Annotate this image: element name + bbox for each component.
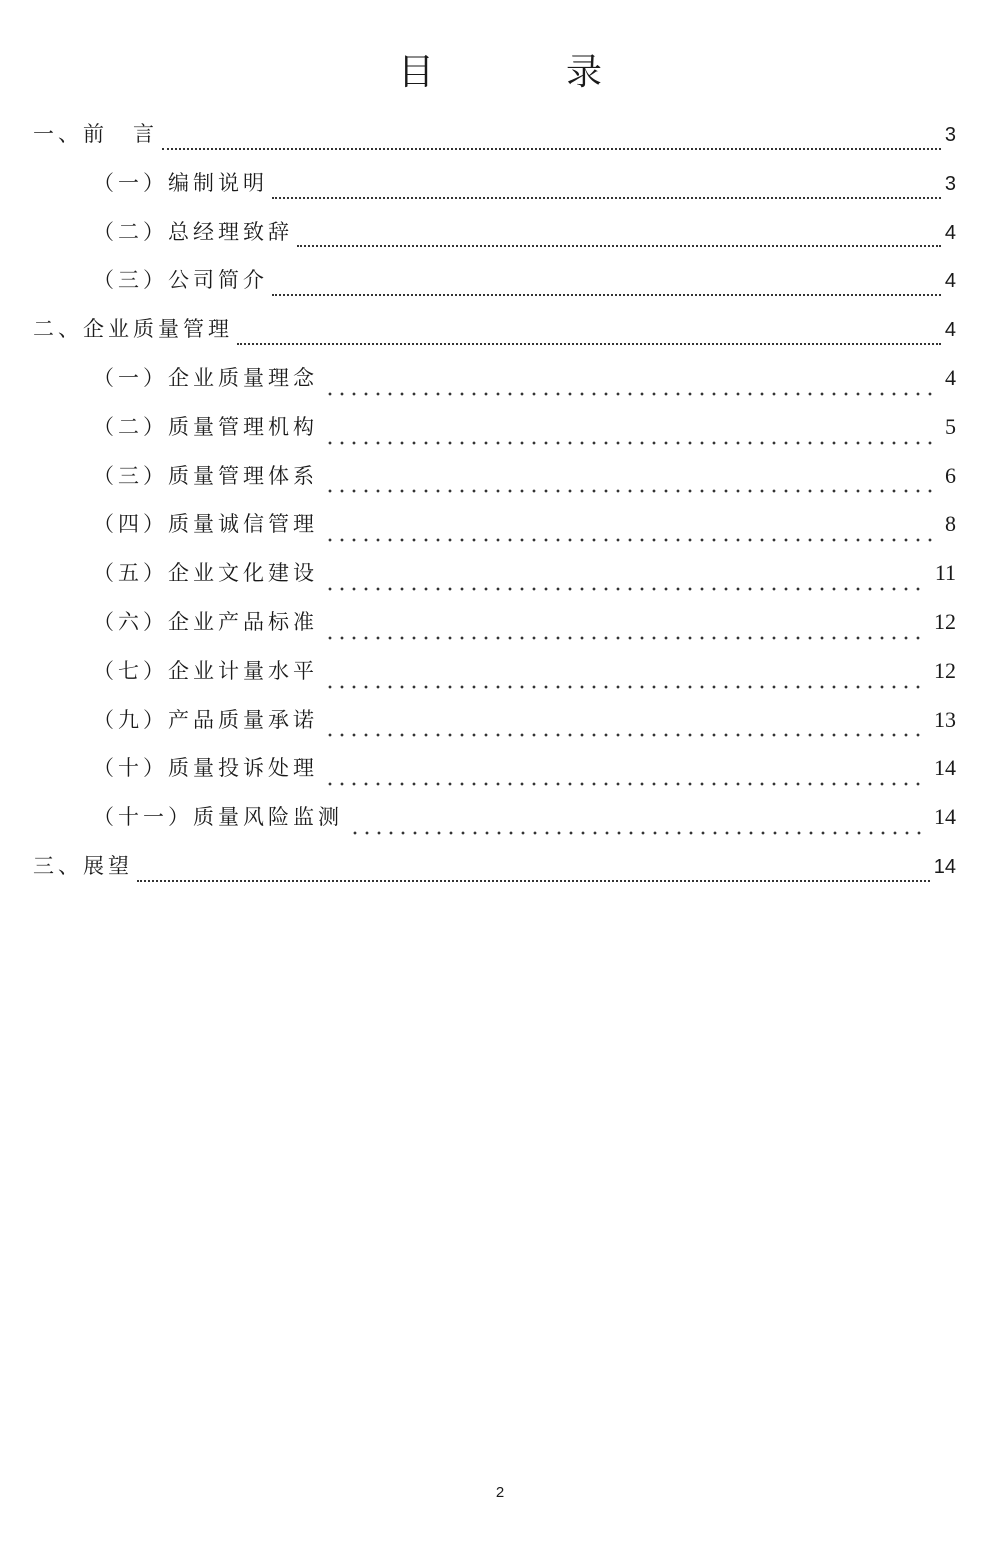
toc-entry-label: （一）编制说明 bbox=[93, 170, 268, 195]
toc-entry-page: 13 bbox=[934, 706, 956, 732]
dot-leader bbox=[324, 636, 924, 640]
toc-entry-page: 5 bbox=[945, 413, 956, 439]
toc-entry-page: 6 bbox=[945, 462, 956, 488]
dot-leader bbox=[162, 147, 941, 150]
toc-entry-corporate-culture[interactable] bbox=[0, 547, 1000, 596]
toc-entry-label: 二、企业质量管理 bbox=[33, 317, 233, 342]
toc-entry-complaint-handling[interactable] bbox=[0, 742, 1000, 791]
toc-entry-label: （一）企业质量理念 bbox=[93, 365, 318, 390]
toc-title: 目 录 bbox=[397, 52, 650, 93]
toc-entry-page: 4 bbox=[944, 221, 956, 244]
dot-leader bbox=[324, 782, 924, 786]
toc-entry-metrology-level[interactable] bbox=[0, 645, 1000, 694]
toc-entry-label: （四）质量诚信管理 bbox=[93, 512, 318, 537]
toc-entry-label: （三）质量管理体系 bbox=[93, 463, 318, 488]
dot-leader bbox=[349, 831, 924, 835]
toc-entry-page: 4 bbox=[945, 364, 956, 390]
toc-entry-label: （五）企业文化建设 bbox=[93, 561, 318, 586]
toc-entry-label: 一、前 言 bbox=[33, 122, 158, 146]
dot-leader bbox=[324, 587, 925, 591]
toc-entry-quality-integrity[interactable] bbox=[0, 498, 1000, 547]
dot-leader bbox=[324, 733, 924, 737]
dot-leader bbox=[272, 196, 941, 199]
toc-entry-label: （十一）质量风险监测 bbox=[93, 805, 343, 830]
toc-entry-label: （十）质量投诉处理 bbox=[93, 756, 318, 781]
toc-entry-label: 三、展望 bbox=[33, 853, 133, 878]
toc-entry-label: （七）企业计量水平 bbox=[93, 658, 318, 683]
dot-leader bbox=[324, 489, 935, 493]
toc-entry-label: （二）质量管理机构 bbox=[93, 414, 318, 439]
dot-leader bbox=[237, 342, 941, 345]
page-number: 2 bbox=[495, 1484, 505, 1501]
toc-entry-quality-organization[interactable] bbox=[0, 401, 1000, 450]
toc-entry-page: 3 bbox=[944, 172, 956, 195]
dot-leader bbox=[324, 392, 935, 396]
dot-leader bbox=[297, 244, 941, 247]
toc-entry-preface[interactable] bbox=[0, 108, 1000, 157]
toc-entry-compilation-notes[interactable] bbox=[0, 157, 1000, 206]
toc-entry-page: 14 bbox=[934, 755, 956, 781]
toc-entry-page: 11 bbox=[934, 560, 956, 586]
dot-leader bbox=[324, 538, 935, 542]
dot-leader bbox=[137, 879, 930, 882]
toc-entry-product-standards[interactable] bbox=[0, 596, 1000, 645]
toc-entry-risk-monitoring[interactable] bbox=[0, 791, 1000, 840]
toc-entry-gm-address[interactable] bbox=[0, 206, 1000, 255]
dot-leader bbox=[272, 293, 941, 296]
toc-entry-company-profile[interactable] bbox=[0, 254, 1000, 303]
toc-entry-label: （九）产品质量承诺 bbox=[93, 707, 318, 732]
toc-entry-quality-system[interactable] bbox=[0, 450, 1000, 499]
toc-entry-page: 3 bbox=[944, 124, 956, 146]
dot-leader bbox=[324, 685, 924, 689]
toc-entry-page: 4 bbox=[944, 270, 956, 293]
dot-leader bbox=[324, 441, 935, 445]
toc-list bbox=[0, 108, 1000, 889]
toc-entry-page: 14 bbox=[934, 804, 956, 830]
toc-entry-outlook[interactable] bbox=[0, 840, 1000, 889]
toc-entry-quality-commitment[interactable] bbox=[0, 694, 1000, 743]
toc-entry-quality-management[interactable] bbox=[0, 303, 1000, 352]
toc-entry-page: 8 bbox=[945, 511, 956, 537]
toc-entry-page: 14 bbox=[933, 855, 956, 878]
toc-entry-page: 4 bbox=[944, 319, 956, 342]
toc-entry-label: （三）公司简介 bbox=[93, 268, 268, 293]
toc-entry-page: 12 bbox=[934, 657, 956, 683]
toc-entry-quality-philosophy[interactable] bbox=[0, 352, 1000, 401]
toc-entry-page: 12 bbox=[934, 608, 956, 634]
toc-entry-label: （六）企业产品标准 bbox=[93, 609, 318, 634]
toc-entry-label: （二）总经理致辞 bbox=[93, 219, 293, 244]
